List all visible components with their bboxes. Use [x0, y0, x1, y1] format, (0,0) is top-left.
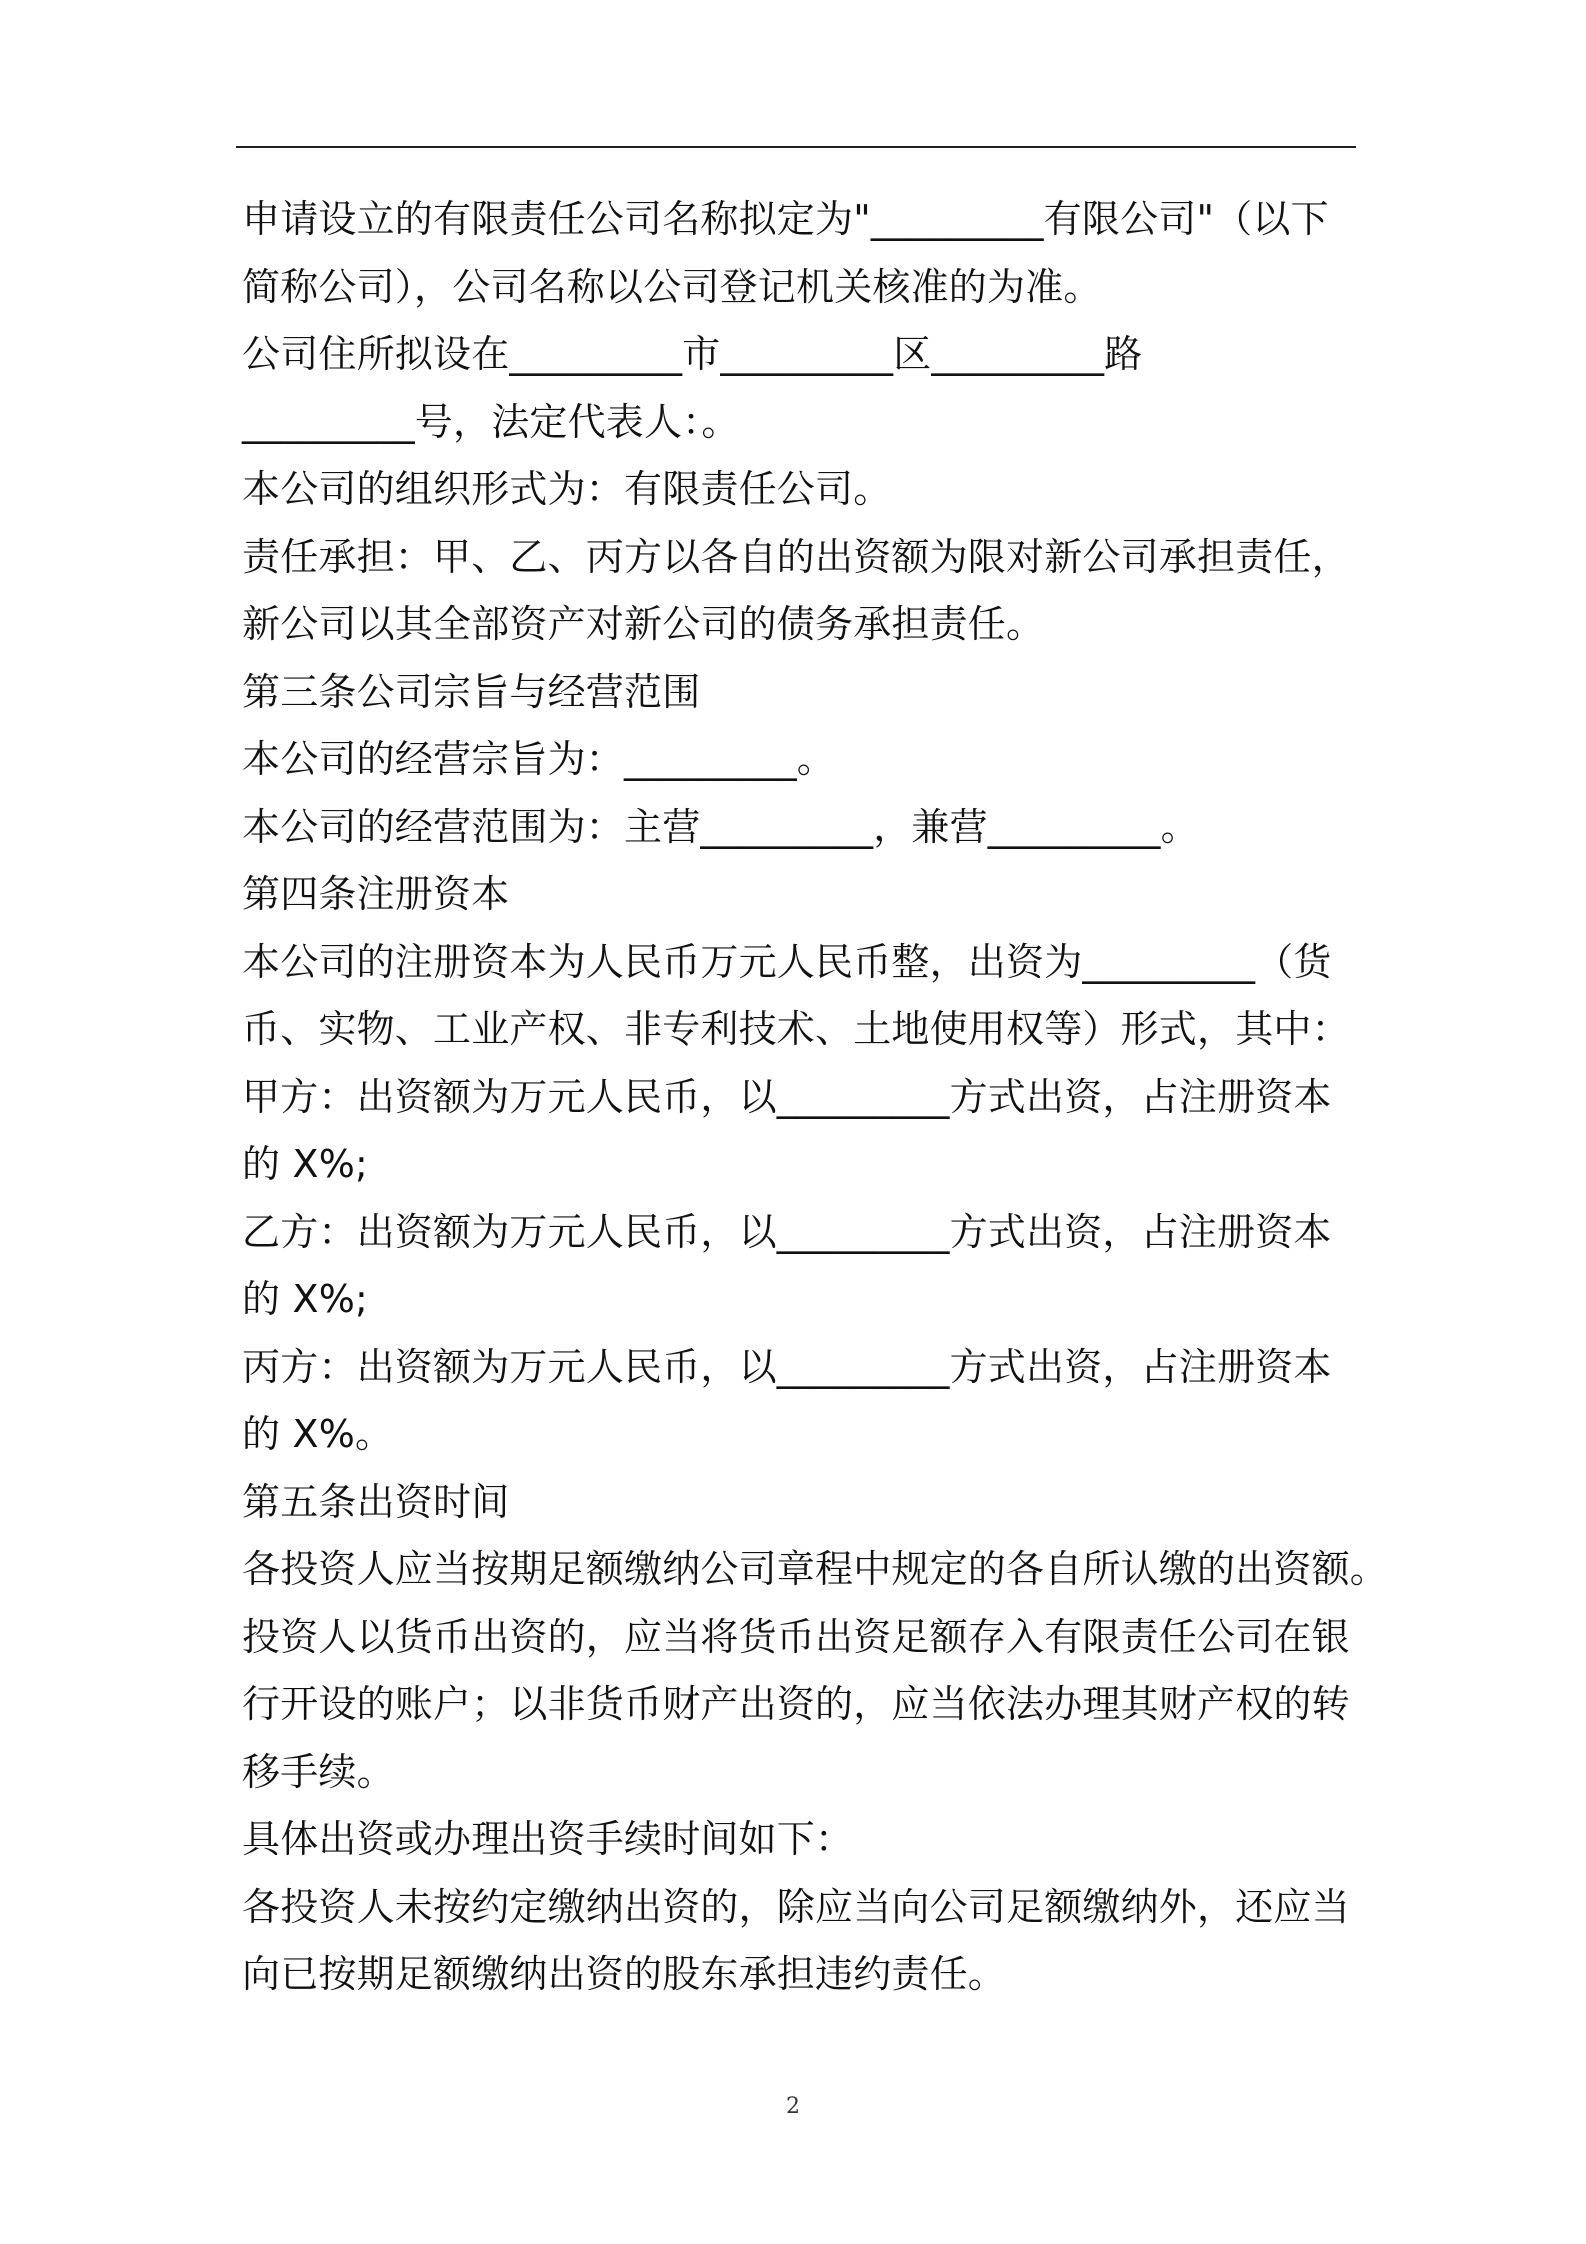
document-body	[242, 186, 1389, 2009]
text-line: 币、实物、工业产权、非专利技术、土地使用权等）形式，其中：	[242, 1007, 1350, 1051]
text-line: _________号，法定代表人：。	[242, 399, 740, 444]
text-line: 行开设的账户；以非货币财产出资的，应当依法办理其财产权的转	[242, 1682, 1350, 1726]
text-line: 具体出资或办理出资手续时间如下：	[242, 1817, 854, 1861]
text-line: 本公司的经营范围为：主营_________，兼营_________。	[242, 804, 1199, 849]
text-line: 责任承担：甲、乙、丙方以各自的出资额为限对新公司承担责任，	[242, 534, 1350, 579]
text-line: 本公司的注册资本为人民币万元人民币整，出资为_________（货	[242, 939, 1332, 984]
text-line: 各投资人未按约定缴纳出资的，除应当向公司足额缴纳外，还应当	[242, 1884, 1350, 1929]
text-line: 各投资人应当按期足额缴纳公司章程中规定的各自所认缴的出资额。	[242, 1547, 1389, 1591]
header-rule	[236, 146, 1356, 148]
text-line: 甲方：出资额为万元人民币，以_________方式出资，占注册资本	[242, 1074, 1332, 1119]
section-heading: 第四条注册资本	[242, 872, 510, 916]
text-line: 申请设立的有限责任公司名称拟定为"_________有限公司"（以下	[242, 197, 1329, 241]
text-line: 本公司的经营宗旨为：_________。	[242, 737, 836, 781]
section-heading: 第三条公司宗旨与经营范围	[242, 669, 701, 714]
text-line: 新公司以其全部资产对新公司的债务承担责任。	[242, 602, 1045, 646]
text-line: 乙方：出资额为万元人民币，以_________方式出资，占注册资本	[242, 1209, 1332, 1254]
text-line: 移手续。	[242, 1749, 395, 1794]
text-line: 本公司的组织形式为：有限责任公司。	[242, 467, 892, 511]
text-line: 公司住所拟设在_________市_________区_________路	[242, 332, 1143, 376]
text-line: 向已按期足额缴纳出资的股东承担违约责任。	[242, 1952, 1007, 1996]
text-line: 的 X%;	[242, 1142, 369, 1186]
section-heading: 第五条出资时间	[242, 1479, 510, 1524]
text-line: 丙方：出资额为万元人民币，以_________方式出资，占注册资本	[242, 1344, 1332, 1389]
page-number: 2	[786, 2094, 800, 2119]
text-line: 的 X%;	[242, 1277, 369, 1321]
text-line: 简称公司），公司名称以公司登记机关核准的为准。	[242, 264, 1102, 309]
text-line: 投资人以货币出资的，应当将货币出资足额存入有限责任公司在银	[242, 1614, 1350, 1659]
text-line: 的 X%。	[242, 1412, 394, 1456]
